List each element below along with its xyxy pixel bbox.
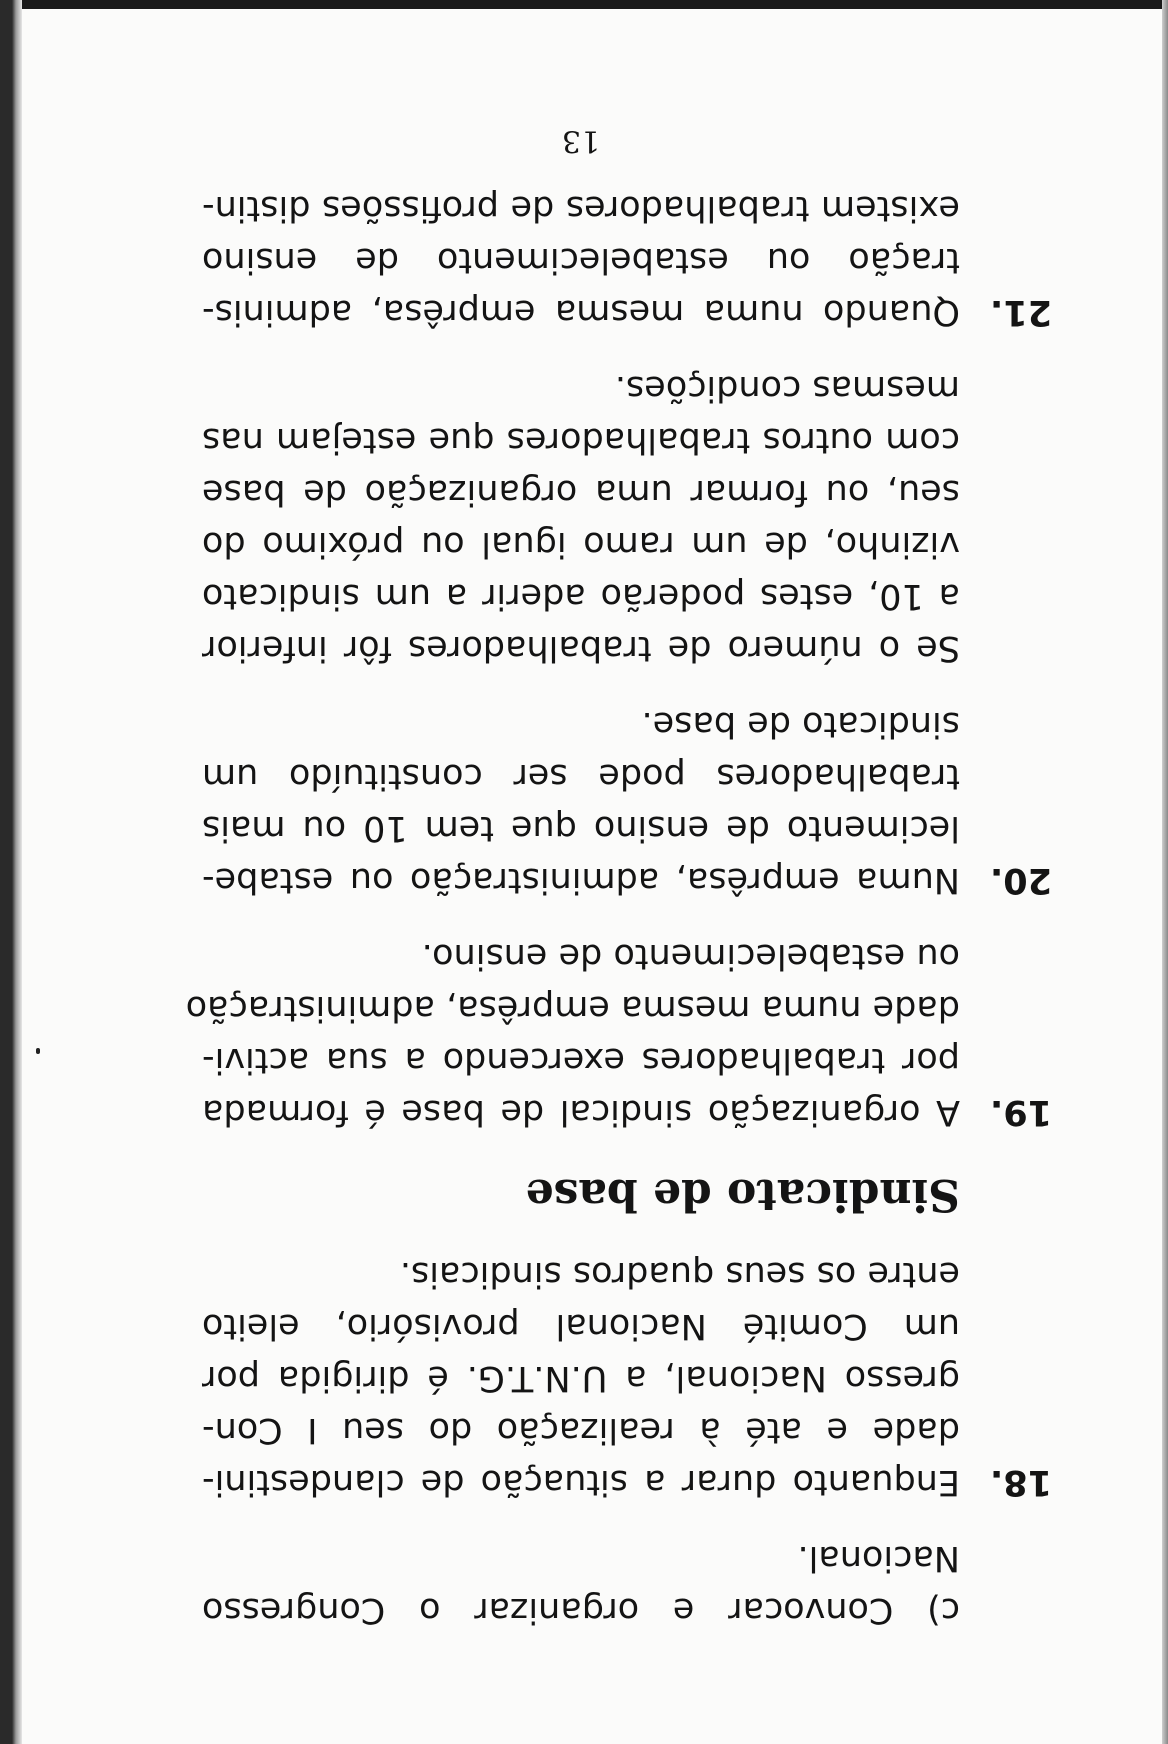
article-18-body bbox=[202, 1248, 960, 1508]
clause-c-body bbox=[202, 1532, 960, 1636]
article-20-line: Se o número de trabalhadores fôr inferior bbox=[202, 628, 960, 668]
article-19-line: dade numa mesma emprêsa, administração bbox=[185, 988, 960, 1028]
article-21-number: 21. bbox=[989, 292, 1052, 332]
article-20-paragraph-1 bbox=[202, 698, 960, 906]
page-number: 13 bbox=[561, 123, 601, 158]
clause-c bbox=[202, 1532, 1052, 1636]
article-21-line: Quando numa mesma emprêsa, adminis- bbox=[202, 292, 960, 332]
article-18-line: entre os seus quadros sindicais. bbox=[399, 1254, 960, 1294]
article-18 bbox=[202, 1248, 1052, 1508]
article-18-line: gresso Nacional, a U.N.T.G. é dirigida por bbox=[202, 1358, 960, 1398]
article-20-line: mesmas condições. bbox=[614, 368, 960, 408]
article-21 bbox=[202, 182, 1052, 338]
article-20-line: com outros trabalhadores que estejam nas bbox=[202, 420, 960, 460]
article-18-line: Enquanto durar a situação de clandestini- bbox=[202, 1462, 960, 1502]
article-18-line: um Comité Nacional provisório, eleito bbox=[202, 1306, 960, 1346]
article-19-line: A organização sindical de base é formada bbox=[202, 1092, 960, 1132]
article-20-body bbox=[202, 362, 960, 906]
article-20-line: a 10, estes poderão aderir a um sindicato bbox=[202, 576, 960, 616]
article-20-line: seu, ou formar uma organização de base bbox=[202, 472, 960, 512]
section-heading: Sindicato de base bbox=[525, 1169, 960, 1220]
article-19-number: 19. bbox=[989, 1092, 1052, 1132]
article-19-line: por trabalhadores exercendo a sua activi- bbox=[202, 1040, 960, 1080]
clause-c-line: c) Convocar e organizar o Congresso bbox=[202, 1590, 960, 1630]
article-21-body bbox=[202, 182, 960, 338]
rotated-text-block bbox=[185, 123, 1052, 1636]
article-20-number: 20. bbox=[989, 860, 1052, 900]
article-20-paragraph-2 bbox=[202, 362, 960, 674]
scan-edge-top bbox=[0, 0, 1168, 9]
article-20-line: Numa emprêsa, administração ou estabe- bbox=[202, 860, 960, 900]
article-20-line: vizinho, de um ramo igual ou próximo do bbox=[202, 524, 960, 564]
clause-c-line: Nacional. bbox=[797, 1538, 960, 1578]
article-20-line: lecimento de ensino que tem 10 ou mais bbox=[202, 808, 960, 848]
article-19-line: ou estabelecimento de ensino. bbox=[421, 936, 960, 976]
article-19 bbox=[185, 930, 1052, 1138]
scan-speck bbox=[36, 1048, 40, 1054]
article-20-line: trabalhadores pode ser constituído um bbox=[202, 756, 960, 796]
article-20-line: sindicato de base. bbox=[641, 704, 960, 744]
scan-edge-left bbox=[0, 0, 22, 1744]
article-21-line: existem trabalhadores de profissões distin- bbox=[202, 188, 960, 228]
article-18-line: dade e até à realização do seu I Con- bbox=[202, 1410, 960, 1450]
article-19-body bbox=[185, 930, 960, 1138]
scan-edge-right bbox=[1162, 0, 1168, 1744]
article-20 bbox=[202, 362, 1052, 906]
article-18-number: 18. bbox=[989, 1462, 1052, 1502]
article-21-line: tração ou estabelecimento de ensino bbox=[202, 240, 960, 280]
